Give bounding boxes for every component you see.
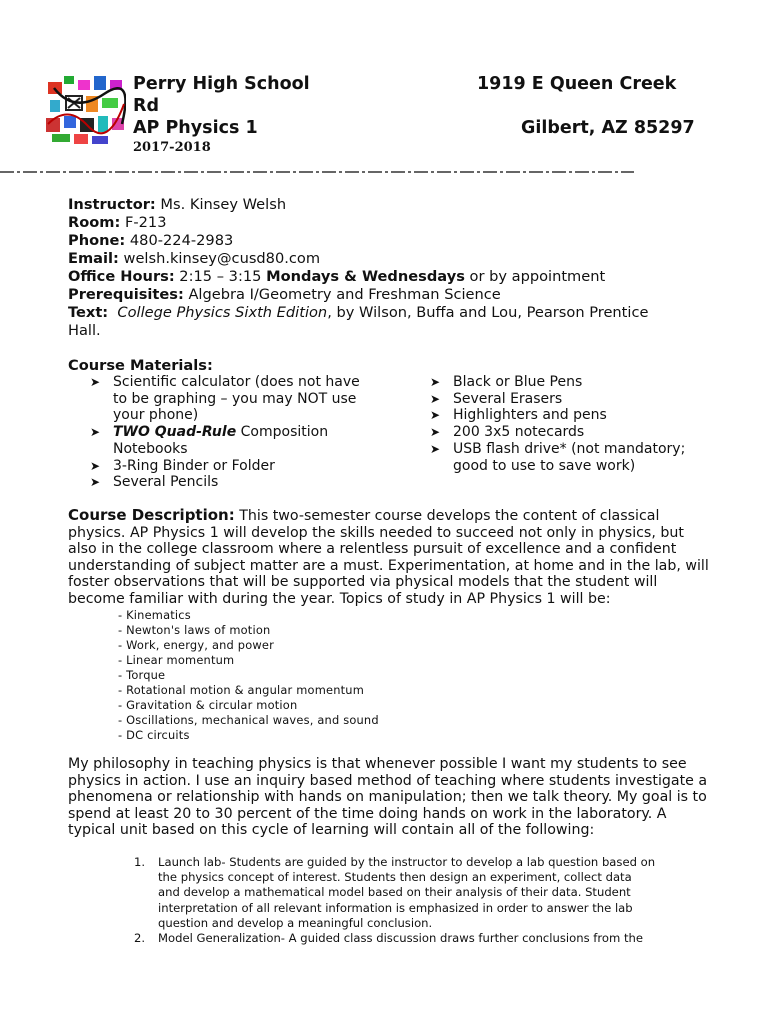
description-line: understanding of subject matter are a must. Experimentation, at home and in the lab, will bbox=[68, 557, 709, 574]
topic-item: - Work, energy, and power bbox=[118, 638, 275, 652]
office-hours-line: Office Hours: 2:15 – 3:15 Mondays & Wednesdays or by appointment bbox=[68, 268, 606, 285]
school-name: Perry High School bbox=[133, 74, 310, 94]
topic-item: - Rotational motion & angular momentum bbox=[118, 683, 365, 697]
step-text: the physics concept of interest. Students then design an experiment, collect data bbox=[158, 870, 632, 885]
list-item: ➤ 200 3x5 notecards bbox=[430, 424, 585, 441]
list-item: ➤ TWO Quad-Rule Composition bbox=[90, 424, 329, 441]
philosophy-line: My philosophy in teaching physics is that whenever possible I want my students to see bbox=[68, 756, 687, 772]
materials-heading: Course Materials: bbox=[68, 357, 213, 374]
list-item-continued: good to use to save work) bbox=[453, 457, 636, 474]
step-text: and develop a mathematical model based on their analysis of their data. Student bbox=[158, 885, 631, 900]
topic-item: - Gravitation & circular motion bbox=[118, 698, 298, 712]
philosophy-line: phenomena or relationship with hands on manipulation; then we talk theory. My goal is to bbox=[68, 789, 707, 806]
school-logo bbox=[44, 74, 126, 146]
address-street: 1919 E Queen Creek bbox=[477, 74, 677, 94]
step-number: 2. bbox=[134, 931, 146, 945]
topic-item: - Newton's laws of motion bbox=[118, 623, 271, 637]
list-item: ➤ Several Pencils bbox=[90, 474, 219, 491]
header-divider bbox=[0, 170, 634, 174]
list-item: ➤ Highlighters and pens bbox=[430, 407, 607, 424]
description-line: physics. AP Physics 1 will develop the skills needed to succeed not only in physics, but bbox=[68, 524, 684, 541]
arrow-bullet-icon: ➤ bbox=[430, 408, 441, 423]
arrow-bullet-icon: ➤ bbox=[90, 475, 101, 490]
philosophy-paragraph bbox=[68, 756, 728, 839]
instructor-line: Instructor: Ms. Kinsey Welsh bbox=[68, 196, 287, 213]
description-line: Course Description: This two-semester course develops the content of classical bbox=[68, 506, 660, 524]
course-title: AP Physics 1 bbox=[133, 118, 258, 138]
school-year: 2017-2018 bbox=[133, 140, 211, 155]
list-item: ➤ 3-Ring Binder or Folder bbox=[90, 457, 275, 474]
list-item: ➤ Black or Blue Pens bbox=[430, 374, 583, 390]
instructor-info bbox=[68, 196, 708, 340]
arrow-bullet-icon: ➤ bbox=[430, 391, 441, 406]
arrow-bullet-icon: ➤ bbox=[430, 425, 441, 440]
topics-list bbox=[118, 608, 458, 743]
step-text: question and develop a meaningful conclusion. bbox=[158, 915, 433, 930]
phone-line: Phone: 480-224-2983 bbox=[68, 232, 234, 249]
materials-list-right bbox=[430, 374, 730, 474]
course-description bbox=[68, 507, 728, 608]
topic-item: - Linear momentum bbox=[118, 653, 235, 667]
arrow-bullet-icon: ➤ bbox=[430, 441, 441, 456]
philosophy-line: physics in action. I use an inquiry based method of teaching where students investigate a bbox=[68, 772, 708, 789]
description-heading: Course Description: bbox=[68, 506, 235, 524]
step-text: interpretation of all relevant information is emphasized in order to answer the lab bbox=[158, 900, 633, 915]
textbook-line-2: Hall. bbox=[68, 322, 101, 339]
description-line: foster observations that will be supported via physical models that the student will bbox=[68, 574, 658, 591]
step-text: Model Generalization- A guided class discussion draws further conclusions from the bbox=[158, 931, 643, 945]
textbook-line: Text: College Physics Sixth Edition, by Wilson, Buffa and Lou, Pearson Prentice bbox=[68, 304, 649, 321]
arrow-bullet-icon: ➤ bbox=[90, 375, 101, 389]
list-item: ➤ USB flash drive* (not mandatory; bbox=[430, 440, 686, 457]
list-item-continued: Notebooks bbox=[113, 440, 188, 457]
topic-item: - Torque bbox=[118, 668, 166, 682]
arrow-bullet-icon: ➤ bbox=[90, 458, 101, 473]
description-line: become familiar with during the year. Topics of study in AP Physics 1 will be: bbox=[68, 590, 611, 607]
materials-list-left bbox=[90, 374, 380, 491]
topic-item: - DC circuits bbox=[118, 728, 190, 742]
list-item-continued: your phone) bbox=[113, 407, 199, 424]
prerequisites-line: Prerequisites: Algebra I/Geometry and Freshman Science bbox=[68, 286, 501, 303]
school-name-continued: Rd bbox=[133, 96, 160, 116]
arrow-bullet-icon: ➤ bbox=[430, 375, 441, 389]
philosophy-line: spend at least 20 to 30 percent of the time doing hands on work in the laboratory. A bbox=[68, 805, 667, 822]
topic-item: - Oscillations, mechanical waves, and sound bbox=[118, 713, 379, 727]
room-line: Room: F-213 bbox=[68, 214, 167, 231]
topic-item: - Kinematics bbox=[118, 608, 191, 622]
arrow-bullet-icon: ➤ bbox=[90, 425, 101, 440]
email-line: Email: welsh.kinsey@cusd80.com bbox=[68, 250, 321, 267]
list-item-continued: to be graphing – you may NOT use bbox=[113, 390, 357, 407]
list-item: ➤ Several Erasers bbox=[430, 390, 563, 407]
address-city: Gilbert, AZ 85297 bbox=[521, 118, 695, 138]
list-item: ➤ Scientific calculator (does not have bbox=[90, 374, 360, 390]
philosophy-line: typical unit based on this cycle of learning will contain all of the following: bbox=[68, 822, 595, 839]
description-line: also in the college classroom where a relentless pursuit of excellence and a confident bbox=[68, 541, 677, 558]
learning-cycle-list bbox=[134, 855, 714, 955]
step-number: 1. bbox=[134, 855, 146, 869]
step-text: Launch lab- Students are guided by the instructor to develop a lab question based on bbox=[158, 855, 656, 869]
